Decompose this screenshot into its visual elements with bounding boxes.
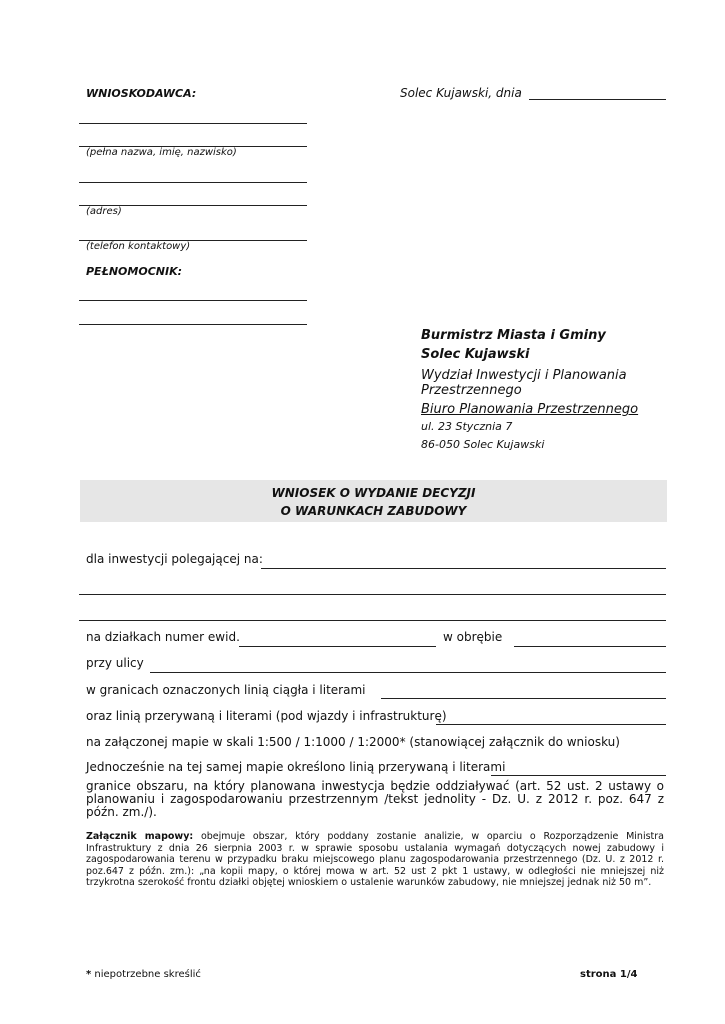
applicant-label: WNIOSKODAWCA: [86,87,197,100]
precinct-label: w obrębie [443,630,503,644]
recipient-line2: Solec Kujawski [421,347,530,362]
attachment-note [86,831,664,889]
address-field-1[interactable] [79,182,307,183]
recipient-office: Biuro Planowania Przestrzennego [421,402,639,417]
recipient-dept1: Wydział Inwestycji i Planowania [421,368,627,383]
recipient-city: 86-050 Solec Kujawski [421,438,545,451]
dashed-field[interactable] [436,724,666,725]
attachment-note-label: Załącznik mapowy: [86,831,194,842]
address-hint: (adres) [86,206,122,217]
recipient-dept2: Przestrzennego [421,383,522,398]
document-title [80,480,667,522]
parcels-label: na działkach numer ewid. [86,630,240,644]
parcels-field[interactable] [239,646,436,647]
simultaneous-label: Jednocześnie na tej samej mapie określono linią przerywaną i literami [86,760,506,774]
street-field[interactable] [150,672,666,673]
date-field[interactable] [529,99,666,100]
impact-text: granice obszaru, na który planowana inwestycja będzie oddziaływać (art. 52 ust. 2 ustawy o planowaniu i zagospodarowaniu przestrzennym /tekst jednolity - Dz. U. z 2012 r. poz. 647 z późn. zm./). [86,779,664,819]
dashed-label: oraz linią przerywaną i literami (pod wjazdy i infrastrukturę) [86,709,447,723]
title-line2: O WARUNKACH ZABUDOWY [280,504,467,518]
street-label: przy ulicy [86,656,144,670]
recipient-line1: Burmistrz Miasta i Gminy [421,328,606,343]
place-date-label: Solec Kujawski, dnia [400,86,522,100]
footer-note [86,969,201,980]
investment-field-1[interactable] [261,568,666,569]
investment-field-2[interactable] [79,594,666,595]
proxy-field-1[interactable] [79,300,307,301]
full-name-field-1[interactable] [79,123,307,124]
phone-hint: (telefon kontaktowy) [86,241,191,252]
title-line1: WNIOSEK O WYDANIE DECYZJI [271,486,476,500]
map-scale-text: na załączonej mapie w skali 1:500 / 1:1000 / 1:2000* (stanowiącej załącznik do wniosku) [86,735,620,749]
boundaries-field[interactable] [381,698,666,699]
attachment-note-text: obejmuje obszar, który poddany zostanie analizie, w oparciu o Rozporządzenie Ministra Infrastruktury z dnia 26 sierpnia 2003 r. w sprawie sposobu ustalania wymagań dotyczących nowej zabudowy i zagospodarowania terenu w przypadku braku miejscowego planu zagospodarowania przestrzennego (Dz. U. z 2012 r. poz.647 z późn. zm.): „na kopii mapy, o której mowa w art. 52 ust 2 pkt 1 ustawy, w odległości nie mniejszej niż trzykrotna szerokość frontu działki objętej wnioskiem o ustalenie warunków zabudowy, nie mniejszej jednak niż 50 m”. [86,831,664,889]
proxy-field-2[interactable] [79,324,307,325]
boundaries-label: w granicach oznaczonych linią ciągła i literami [86,683,366,697]
proxy-label: PEŁNOMOCNIK: [86,265,182,278]
investment-field-3[interactable] [79,620,666,621]
recipient-street: ul. 23 Stycznia 7 [421,420,513,433]
simultaneous-field[interactable] [491,775,666,776]
footer-asterisk: * [86,969,92,980]
footer-note-text: niepotrzebne skreślić [91,969,201,980]
page-number: strona 1/4 [580,969,638,980]
full-name-hint: (pełna nazwa, imię, nazwisko) [86,147,237,158]
precinct-field[interactable] [514,646,666,647]
investment-label: dla inwestycji polegającej na: [86,552,263,566]
